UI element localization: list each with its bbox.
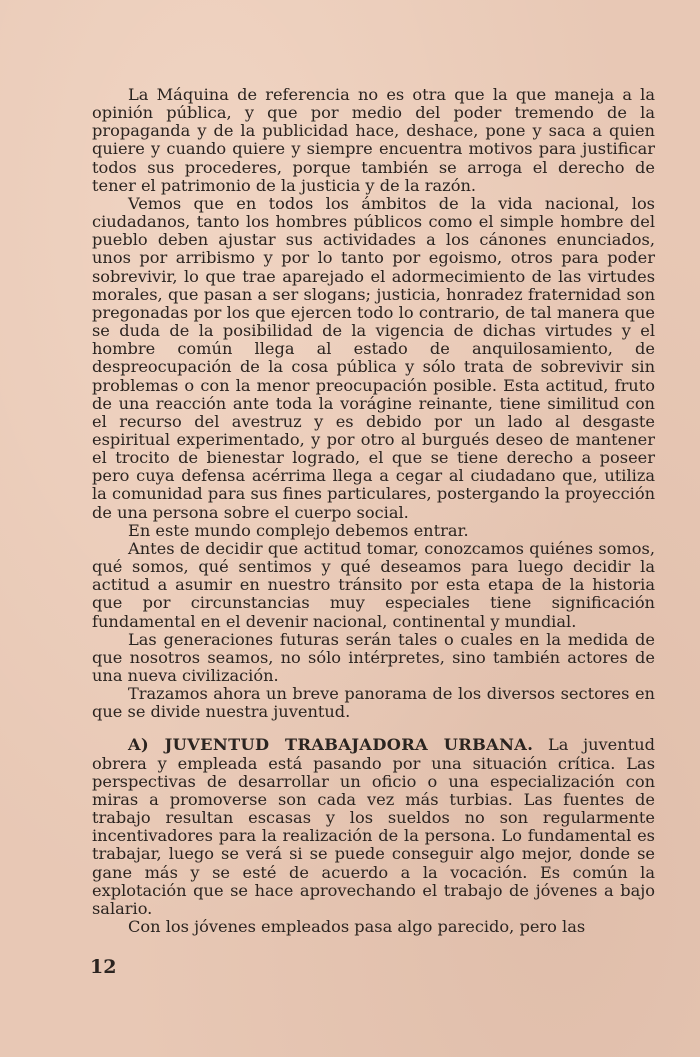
page-number: 12 <box>90 956 117 978</box>
paragraph-maquina: La Máquina de referencia no es otra que la que maneja a la opinión pública, y que por medio del poder tremendo de la propaganda y de la publicidad hace, deshace, pone y saca a quien quiere y cuando quiere y siempre encuentra motivos para justificar todos sus procederes, porque también se arroga el derecho de tener el patrimonio de la justicia y de la razón. <box>92 85 655 195</box>
paragraph-mundo-complejo: En este mundo complejo debemos entrar. <box>128 520 469 540</box>
section-heading: A) JUVENTUD TRABAJADORA URBANA. <box>128 735 534 755</box>
paragraph-actitud: Antes de decidir que actitud tomar, conozcamos quiénes somos, qué somos, qué sentimos y qué deseamos para luego decidir la actitud a asumir en nuestro tránsito por esta etapa de la historia que por circunstancias muy especiales tiene significación fundamental en el devenir nacional, continental y mundial. <box>92 538 655 631</box>
paragraph-generaciones: Las generaciones futuras serán tales o cuales en la medida de que nosotros seamos, no sólo intérpretes, sino también actores de una nueva civilización. <box>92 629 655 685</box>
paragraph-vida-nacional: Vemos que en todos los ámbitos de la vida nacional, los ciudadanos, tanto los hombres públicos como el simple hombre del pueblo deben ajustar sus actividades a los cánones enunciados, unos por arribismo y por lo tanto por egoismo, otros para poder sobrevivir, lo que trae aparejado el adormecimiento de las virtudes morales, que pasan a ser slogans; justicia, honradez fraternidad son pregonadas por los que ejercen todo lo contrario, de tal manera que se duda de la posibilidad de la vigencia de dichas virtudes y el hombre común llega al estado de anquilosamiento, de despreocupación de la cosa pública y sólo trata de sobrevivir sin problemas o con la menor preocupación posible. Esta actitud, fruto de una reacción ante toda la vorágine reinante, tiene similitud con el recurso del avestruz y es debido por un lado al desgaste espiritual experimentado, y por otro al burgués deseo de mantener el trocito de bienestar logrado, el que se tiene derecho a poseer pero cuya defensa acérrima llega a cegar al ciudadano que, utiliza la comunidad para sus fines particulares, postergando la proyección de una persona sobre el cuerpo social. <box>92 193 655 522</box>
section-body: La juventud obrera y empleada está pasando por una situación crítica. Las perspectivas de desarrollar un oficio o una especialización con miras a promoverse son cada vez más turbias. Las fuentes de trabajo resultan escasas y los sueldos no son regularmente incentivadores para la realización de la persona. Lo fundamental es trabajar, luego se verá si se puede conseguir algo mejor, donde se gane más y se esté de acuerdo a la vocación. Es común la explotación que se hace aprovechando el trabajo de jóvenes a bajo salario. <box>92 735 655 918</box>
paragraph-panorama: Trazamos ahora un breve panorama de los diversos sectores en que se divide nuestra juventud. <box>92 684 655 722</box>
body-text <box>92 86 655 936</box>
paragraph-jovenes-empleados: Con los jóvenes empleados pasa algo parecido, pero las <box>128 917 586 937</box>
section-juventud-trabajadora <box>92 736 655 918</box>
